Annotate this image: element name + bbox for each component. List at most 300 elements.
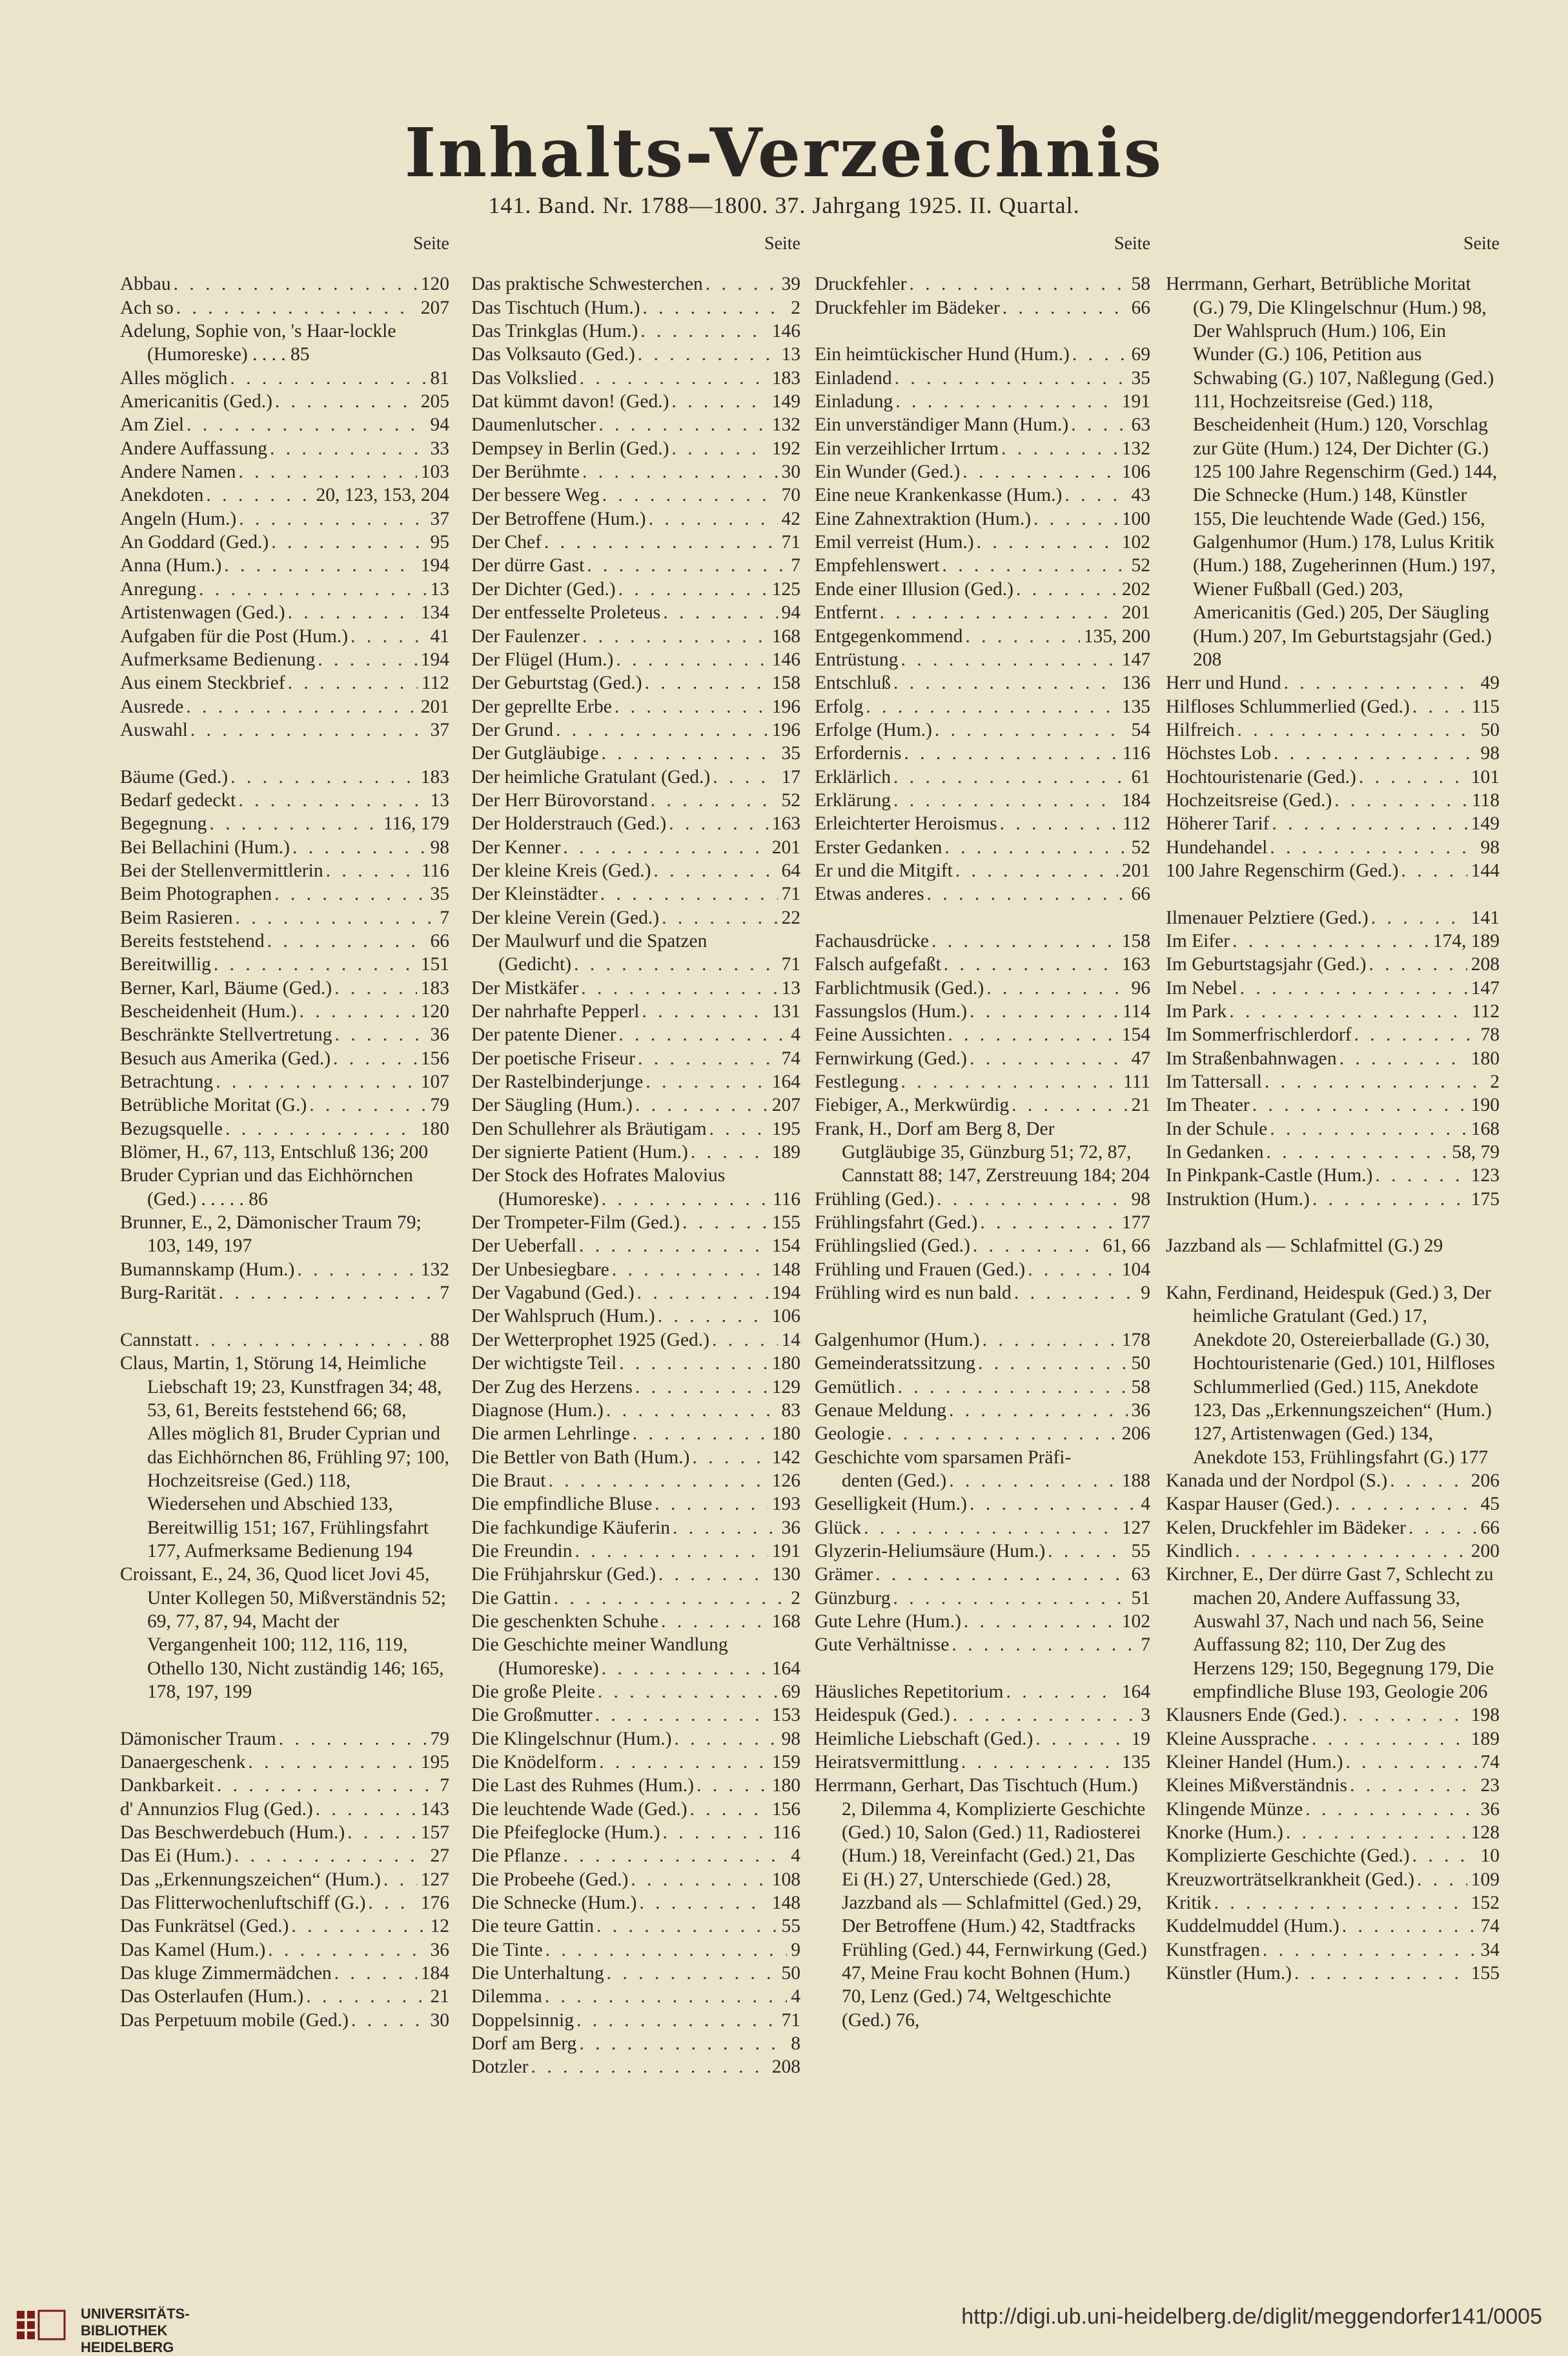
entry-title: Die große Pleite <box>471 1681 595 1702</box>
index-entry-text: Kirchner, E., Der dürre Gast 7, Schlecht zu machen 20, Andere Auffassung 33, Auswahl 37, Nach und nach 56, Seine Auffassung 82; 110, Der Zug des Herzens 129; 150, Begegnung 179, Die empfindliche Bluse 193, Geologie 206 <box>1166 1564 1494 1702</box>
entry-title: Ein heimtückischer Hund (Hum.) <box>815 344 1070 365</box>
entry-page-number: 63 <box>1131 414 1150 436</box>
entry-title: Erfolge (Hum.) <box>815 719 932 740</box>
index-entry <box>815 953 1150 976</box>
entry-title: Die Probeehe (Ged.) <box>471 1869 629 1890</box>
entry-page-number: 188 <box>1121 1470 1150 1491</box>
dot-leader <box>1211 1891 1467 1914</box>
entry-page-number: 71 <box>781 884 800 905</box>
entry-title: (Humoreske) <box>498 1658 599 1679</box>
index-entry <box>471 390 800 413</box>
dot-leader <box>950 1703 1137 1727</box>
entry-title: Americanitis (Ged.) <box>120 391 272 412</box>
dot-leader <box>669 390 768 413</box>
index-entry <box>120 437 449 460</box>
entry-page-number: 20, 123, 153, 204 <box>316 485 449 506</box>
dot-leader <box>196 578 427 601</box>
dot-leader <box>276 1727 427 1751</box>
entry-page-number: 206 <box>1471 1470 1500 1491</box>
entry-page-number: 3 <box>1141 1705 1150 1726</box>
index-entry <box>120 648 449 671</box>
entry-title: Das „Erkennungszeichen“ (Hum.) <box>120 1869 381 1890</box>
index-entry <box>815 1633 1150 1656</box>
dot-leader <box>216 1281 436 1305</box>
entry-title: Burg-Rarität <box>120 1283 216 1304</box>
dot-leader <box>1347 1774 1476 1797</box>
index-entry <box>1166 1703 1500 1727</box>
index-entry <box>815 1751 1150 1774</box>
entry-title: Der heimliche Gratulant (Ged.) <box>471 766 711 787</box>
index-entry <box>471 1751 800 1774</box>
entry-page-number: 4 <box>1141 1494 1150 1515</box>
entry-title: Künstler (Hum.) <box>1166 1963 1292 1984</box>
index-entry <box>471 1657 800 1680</box>
entry-title: Die teure Gattin <box>471 1916 595 1937</box>
entry-page-number: 100 <box>1121 508 1150 529</box>
entry-page-number: 83 <box>781 1399 800 1421</box>
entry-page-number: 27 <box>430 1845 449 1867</box>
entry-title: Genaue Meldung <box>815 1399 946 1421</box>
section-gap <box>815 1657 1150 1680</box>
section-gap <box>120 1703 449 1727</box>
entry-title: Einladend <box>815 367 892 389</box>
entry-page-number: 74 <box>1480 1752 1500 1772</box>
index-entry <box>1166 1821 1500 1844</box>
entry-title: Hilfreich <box>1166 719 1235 740</box>
library-line-3: HEIDELBERG <box>81 2339 174 2355</box>
index-entry <box>471 296 800 320</box>
index-entry <box>120 1914 449 1938</box>
index-entry <box>471 460 800 483</box>
entry-title: Ach so <box>120 297 174 318</box>
entry-page-number: 22 <box>781 907 800 928</box>
entry-page-number: 189 <box>1471 1728 1500 1749</box>
index-entry <box>815 1047 1150 1070</box>
entry-title: Entrüstung <box>815 649 899 670</box>
entry-title: Die Pfeifeglocke (Hum.) <box>471 1822 660 1843</box>
entry-title: Andere Auffassung <box>120 438 268 459</box>
entry-page-number: 52 <box>1131 837 1150 858</box>
dot-leader <box>1414 1868 1467 1891</box>
entry-page-number: 94 <box>430 414 449 436</box>
entry-title: Kelen, Druckfehler im Bädeker <box>1166 1517 1406 1538</box>
dot-leader <box>1234 718 1476 742</box>
entry-title: Erklärlich <box>815 766 891 787</box>
index-entry <box>1166 1774 1500 1797</box>
dot-leader <box>560 1844 787 1867</box>
entry-page-number: 177 <box>1121 1212 1150 1234</box>
entry-title: Heiratsvermittlung <box>815 1752 959 1772</box>
entry-page-number: 123 <box>1471 1165 1500 1186</box>
entry-page-number: 79 <box>430 1095 449 1116</box>
entry-page-number: 163 <box>771 813 800 835</box>
entry-title: Der entfesselte Proleteus <box>471 602 661 624</box>
dot-leader <box>1264 1141 1449 1164</box>
entry-title: Einladung <box>815 391 893 412</box>
entry-title: Kunstfragen <box>1166 1939 1260 1960</box>
dot-leader <box>1356 766 1467 789</box>
section-gap <box>815 1305 1150 1328</box>
dot-leader <box>898 648 1117 671</box>
dot-leader <box>542 1985 787 2008</box>
entry-page-number: 174, 189 <box>1432 930 1500 951</box>
entry-title: Abbau <box>120 274 171 295</box>
entry-title: Falsch aufgefaßt <box>815 954 941 975</box>
index-entry <box>815 390 1150 413</box>
dot-leader <box>659 906 777 929</box>
entry-title: Besuch aus Amerika (Ged.) <box>120 1048 331 1069</box>
dot-leader <box>599 1657 768 1680</box>
source-url-link[interactable]: http://digi.ub.uni-heidelberg.de/diglit/meggendorfer141/0005 <box>961 2304 1542 2329</box>
entry-page-number: 36 <box>430 1024 449 1046</box>
index-entry <box>815 1281 1150 1305</box>
entry-page-number: 94 <box>781 602 800 624</box>
entry-page-number: 30 <box>430 2009 449 2031</box>
dot-leader <box>232 1844 427 1867</box>
index-entry-text: Blömer, H., 67, 113, Entschluß 136; 200 <box>120 1142 429 1163</box>
entry-title: Höherer Tarif <box>1166 813 1270 835</box>
entry-title: Grämer <box>815 1564 873 1585</box>
entry-title: Kritik <box>1166 1893 1212 1914</box>
dot-leader <box>604 1962 778 1985</box>
dot-leader <box>203 483 312 507</box>
page-title: Inhalts-Verzeichnis <box>404 113 1164 192</box>
dot-leader <box>907 272 1128 296</box>
index-entry <box>1166 1047 1500 1070</box>
index-entry <box>1166 1798 1500 1821</box>
dot-leader <box>893 390 1117 413</box>
entry-title: Etwas anderes <box>815 884 924 905</box>
entry-page-number: 135 <box>1121 696 1150 717</box>
index-column-4 <box>1166 232 1500 1985</box>
entry-page-number: 120 <box>420 274 449 295</box>
dot-leader <box>1232 1539 1467 1563</box>
dot-leader <box>891 766 1128 789</box>
index-entry <box>1166 906 1500 929</box>
index-entry <box>815 1352 1150 1375</box>
entry-title: Der Säugling (Hum.) <box>471 1095 633 1116</box>
index-entry <box>1166 1093 1500 1117</box>
entry-page-number: 4 <box>791 1024 800 1046</box>
entry-page-number: 198 <box>1471 1705 1500 1726</box>
entry-page-number: 14 <box>781 1329 800 1350</box>
index-entry <box>120 1938 449 1962</box>
index-entry <box>815 1587 1150 1610</box>
dot-leader <box>294 1258 416 1281</box>
entry-title: Frühlingsfahrt (Ged.) <box>815 1212 978 1234</box>
entry-title: Kreuzworträtselkrankheit (Ged.) <box>1166 1869 1414 1890</box>
entry-page-number: 36 <box>430 1939 449 1960</box>
entry-page-number: 175 <box>1471 1188 1500 1210</box>
dot-leader <box>687 1798 768 1821</box>
index-entry <box>471 859 800 882</box>
entry-title: Gute Verhältnisse <box>815 1634 950 1656</box>
entry-title: Kanada und der Nordpol (S.) <box>1166 1470 1388 1491</box>
index-entry <box>120 1774 449 1797</box>
entry-title: Kleines Mißverständnis <box>1166 1775 1348 1796</box>
entry-title: Heidespuk (Ged.) <box>815 1705 950 1726</box>
index-entry <box>120 1962 449 1985</box>
dot-leader <box>1339 1914 1477 1938</box>
dot-leader <box>709 1328 778 1352</box>
dot-leader <box>593 1703 768 1727</box>
entry-page-number: 35 <box>1131 367 1150 389</box>
entry-page-number: 103 <box>420 462 449 483</box>
index-entry <box>815 1516 1150 1539</box>
entry-page-number: 106 <box>1121 462 1150 483</box>
entry-title: Der Vagabund (Ged.) <box>471 1283 635 1304</box>
entry-title: Knorke (Hum.) <box>1166 1822 1283 1843</box>
index-column-1 <box>120 232 449 2032</box>
entry-title: Galgenhumor (Hum.) <box>815 1329 980 1350</box>
entry-page-number: 132 <box>771 414 800 436</box>
entry-page-number: 37 <box>430 719 449 740</box>
entry-title: Der Grund <box>471 719 553 740</box>
dot-leader <box>188 718 427 742</box>
index-entry <box>1166 1938 1500 1962</box>
entry-page-number: 118 <box>1471 789 1500 811</box>
entry-page-number: 120 <box>420 1001 449 1022</box>
seite-header: Seite <box>764 234 800 254</box>
index-entry <box>815 1000 1150 1023</box>
index-entry <box>120 1070 449 1093</box>
entry-page-number: 58 <box>1131 1376 1150 1397</box>
index-entry <box>120 812 449 835</box>
dot-leader <box>221 554 416 577</box>
index-entry <box>471 367 800 390</box>
index-entry <box>1166 812 1500 835</box>
entry-page-number: 193 <box>771 1494 800 1515</box>
dot-leader <box>959 1751 1118 1774</box>
entry-page-number: 135 <box>1121 1752 1150 1772</box>
dot-leader <box>1230 929 1429 953</box>
entry-title: Fiebiger, A., Merkwürdig <box>815 1095 1010 1116</box>
index-entry <box>471 1117 800 1141</box>
entry-title: Im Eifer <box>1166 930 1230 951</box>
seite-header: Seite <box>1463 234 1500 254</box>
dot-leader <box>214 1774 436 1797</box>
dot-leader <box>945 1023 1117 1046</box>
index-entry <box>1166 1516 1500 1539</box>
entry-title: Der kleine Verein (Ged.) <box>471 907 660 928</box>
entry-page-number: 101 <box>1471 766 1500 787</box>
entry-title: An Goddard (Ged.) <box>120 532 269 553</box>
dot-leader <box>703 272 778 296</box>
dot-leader <box>313 1798 417 1821</box>
entry-page-number: 127 <box>420 1869 449 1890</box>
entry-title: Gemütlich <box>815 1376 895 1397</box>
dot-leader <box>660 1821 768 1844</box>
entry-title: Die Freundin <box>471 1540 573 1561</box>
entry-title: Aus einem Steckbrief <box>120 673 285 694</box>
entry-title: Doppelsinnig <box>471 2009 574 2031</box>
entry-title: Er und die Mitgift <box>815 860 953 881</box>
entry-page-number: 136 <box>1121 673 1150 694</box>
entry-title: Der Rastelbinderjunge <box>471 1071 644 1093</box>
dot-leader <box>576 2032 787 2055</box>
entry-page-number: 191 <box>771 1540 800 1561</box>
dot-leader <box>1062 483 1127 507</box>
entry-title: Eine neue Krankenkasse (Hum.) <box>815 485 1063 506</box>
index-entry <box>471 1821 800 1844</box>
dot-leader <box>656 1563 768 1586</box>
dot-leader <box>1310 1188 1467 1211</box>
section-gap <box>1166 1211 1500 1234</box>
dot-leader <box>613 648 768 671</box>
index-entry <box>120 1727 449 1751</box>
entry-page-number: 178 <box>1121 1329 1150 1350</box>
entry-title: Im Geburtstagsjahr (Ged.) <box>1166 954 1367 975</box>
dot-leader <box>213 1070 417 1093</box>
index-entry <box>815 1703 1150 1727</box>
index-entry <box>471 2032 800 2055</box>
dot-leader <box>227 367 426 390</box>
entry-page-number: 47 <box>1131 1048 1150 1069</box>
index-entry <box>815 531 1150 554</box>
dot-leader <box>285 671 418 695</box>
index-entry <box>471 695 800 718</box>
dot-leader <box>576 1234 768 1257</box>
entry-page-number: 143 <box>420 1798 449 1820</box>
entry-title: Kindlich <box>1166 1540 1233 1561</box>
dot-leader <box>616 578 768 601</box>
index-entry <box>471 718 800 742</box>
dot-leader <box>269 531 426 554</box>
index-entry <box>815 413 1150 436</box>
dot-leader <box>1406 1516 1477 1539</box>
entry-title: 100 Jahre Regenschirm (Ged.) <box>1166 860 1399 881</box>
entry-title: (Humoreske) <box>498 1188 599 1210</box>
index-entry <box>815 1610 1150 1633</box>
entry-title: Fassungslos (Hum.) <box>815 1001 968 1022</box>
dot-leader <box>939 554 1127 577</box>
dot-leader <box>666 812 768 835</box>
index-entry <box>815 601 1150 624</box>
entry-page-number: 81 <box>430 367 449 389</box>
entry-page-number: 4 <box>791 1986 800 2007</box>
index-entry <box>815 929 1150 953</box>
entry-title: Bei Bellachini (Hum.) <box>120 837 290 858</box>
dot-leader <box>1337 1047 1467 1070</box>
index-entry <box>815 1211 1150 1234</box>
dot-leader <box>658 1610 768 1633</box>
entry-title: Alles möglich <box>120 367 228 389</box>
dot-leader <box>578 977 777 1000</box>
entry-page-number: 39 <box>781 274 800 295</box>
index-entry <box>815 1258 1150 1281</box>
index-entry-text: Adelung, Sophie von, 's Haar-lockle (Humoreske) . . . . 85 <box>120 321 396 365</box>
index-entry <box>471 2009 800 2032</box>
entry-page-number: 78 <box>1480 1024 1500 1046</box>
index-entry <box>471 1727 800 1751</box>
index-entry <box>1166 977 1500 1000</box>
entry-page-number: 116, 179 <box>383 813 449 835</box>
dot-leader <box>571 953 777 976</box>
section-gap <box>1166 1258 1500 1281</box>
index-entry <box>471 766 800 789</box>
index-entry <box>815 1070 1150 1093</box>
volume-subtitle: 141. Band. Nr. 1788—1800. 37. Jahrgang 1925. II. Quartal. <box>488 192 1080 218</box>
index-entry <box>120 390 449 413</box>
entry-title: Der patente Diener <box>471 1024 616 1046</box>
dot-leader <box>946 1469 1118 1492</box>
entry-page-number: 58 <box>1131 274 1150 295</box>
index-entry <box>471 578 800 601</box>
entry-page-number: 132 <box>1121 438 1150 459</box>
dot-leader <box>975 1352 1127 1375</box>
index-entry <box>471 1047 800 1070</box>
dot-leader <box>1227 1000 1468 1023</box>
dot-leader <box>542 531 778 554</box>
dot-leader <box>1260 1938 1477 1962</box>
index-entry <box>815 1399 1150 1422</box>
entry-title: Bereitwillig <box>120 954 211 975</box>
index-entry <box>471 882 800 906</box>
entry-title: In Pinkpank-Castle (Hum.) <box>1166 1165 1373 1186</box>
entry-page-number: 34 <box>1480 1939 1500 1960</box>
dot-leader <box>594 1914 777 1938</box>
entry-title: Glyzerin-Heliumsäure (Hum.) <box>815 1540 1046 1561</box>
entry-page-number: 168 <box>771 1610 800 1632</box>
entry-page-number: 96 <box>1131 977 1150 999</box>
dot-leader <box>999 437 1118 460</box>
index-entry <box>471 1680 800 1703</box>
dot-leader <box>932 718 1128 742</box>
dot-leader <box>573 1539 768 1563</box>
entry-page-number: 10 <box>1480 1845 1500 1867</box>
entry-title: Erster Gedanken <box>815 837 942 858</box>
entry-page-number: 183 <box>420 766 449 787</box>
dot-leader <box>643 1070 768 1093</box>
index-entry <box>471 1211 800 1234</box>
entry-page-number: 50 <box>781 1963 800 1984</box>
entry-title: Der Herr Bürovorstand <box>471 789 648 811</box>
entry-title: Der Mistkäfer <box>471 977 579 999</box>
entry-title: Frühlingslied (Ged.) <box>815 1235 970 1257</box>
entry-page-number: 154 <box>1121 1024 1150 1046</box>
dot-leader <box>934 1188 1127 1211</box>
entry-page-number: 9 <box>1141 1283 1150 1304</box>
dot-leader <box>174 296 417 320</box>
index-entry <box>120 718 449 742</box>
index-entry <box>471 1399 800 1422</box>
entry-title: Im Theater <box>1166 1095 1250 1116</box>
entry-page-number: 35 <box>430 884 449 905</box>
index-entry <box>471 1188 800 1211</box>
index-entry <box>471 1774 800 1797</box>
dot-leader <box>1269 812 1467 835</box>
entry-page-number: 206 <box>1121 1423 1150 1445</box>
index-entry <box>1166 1141 1500 1164</box>
dot-leader <box>974 531 1118 554</box>
index-entry <box>120 601 449 624</box>
entry-page-number: 98 <box>1480 837 1500 858</box>
index-entry <box>120 1751 449 1774</box>
index-entry-text: Jazzband als — Schlafmittel (G.) 29 <box>1166 1235 1443 1257</box>
entry-title: Die Großmutter <box>471 1705 593 1726</box>
entry-page-number: 79 <box>430 1728 449 1749</box>
index-entry <box>1166 1000 1500 1023</box>
index-entry <box>815 460 1150 483</box>
entry-title: Das Tischtuch (Hum.) <box>471 297 640 318</box>
index-entry <box>815 742 1150 765</box>
entry-title: Beschränkte Stellvertretung <box>120 1024 332 1046</box>
dot-leader <box>1031 507 1118 531</box>
entry-title: Emil verreist (Hum.) <box>815 532 974 553</box>
entry-title: Das Volkslied <box>471 367 577 389</box>
index-entry <box>815 625 1150 648</box>
index-entry <box>471 1352 800 1375</box>
